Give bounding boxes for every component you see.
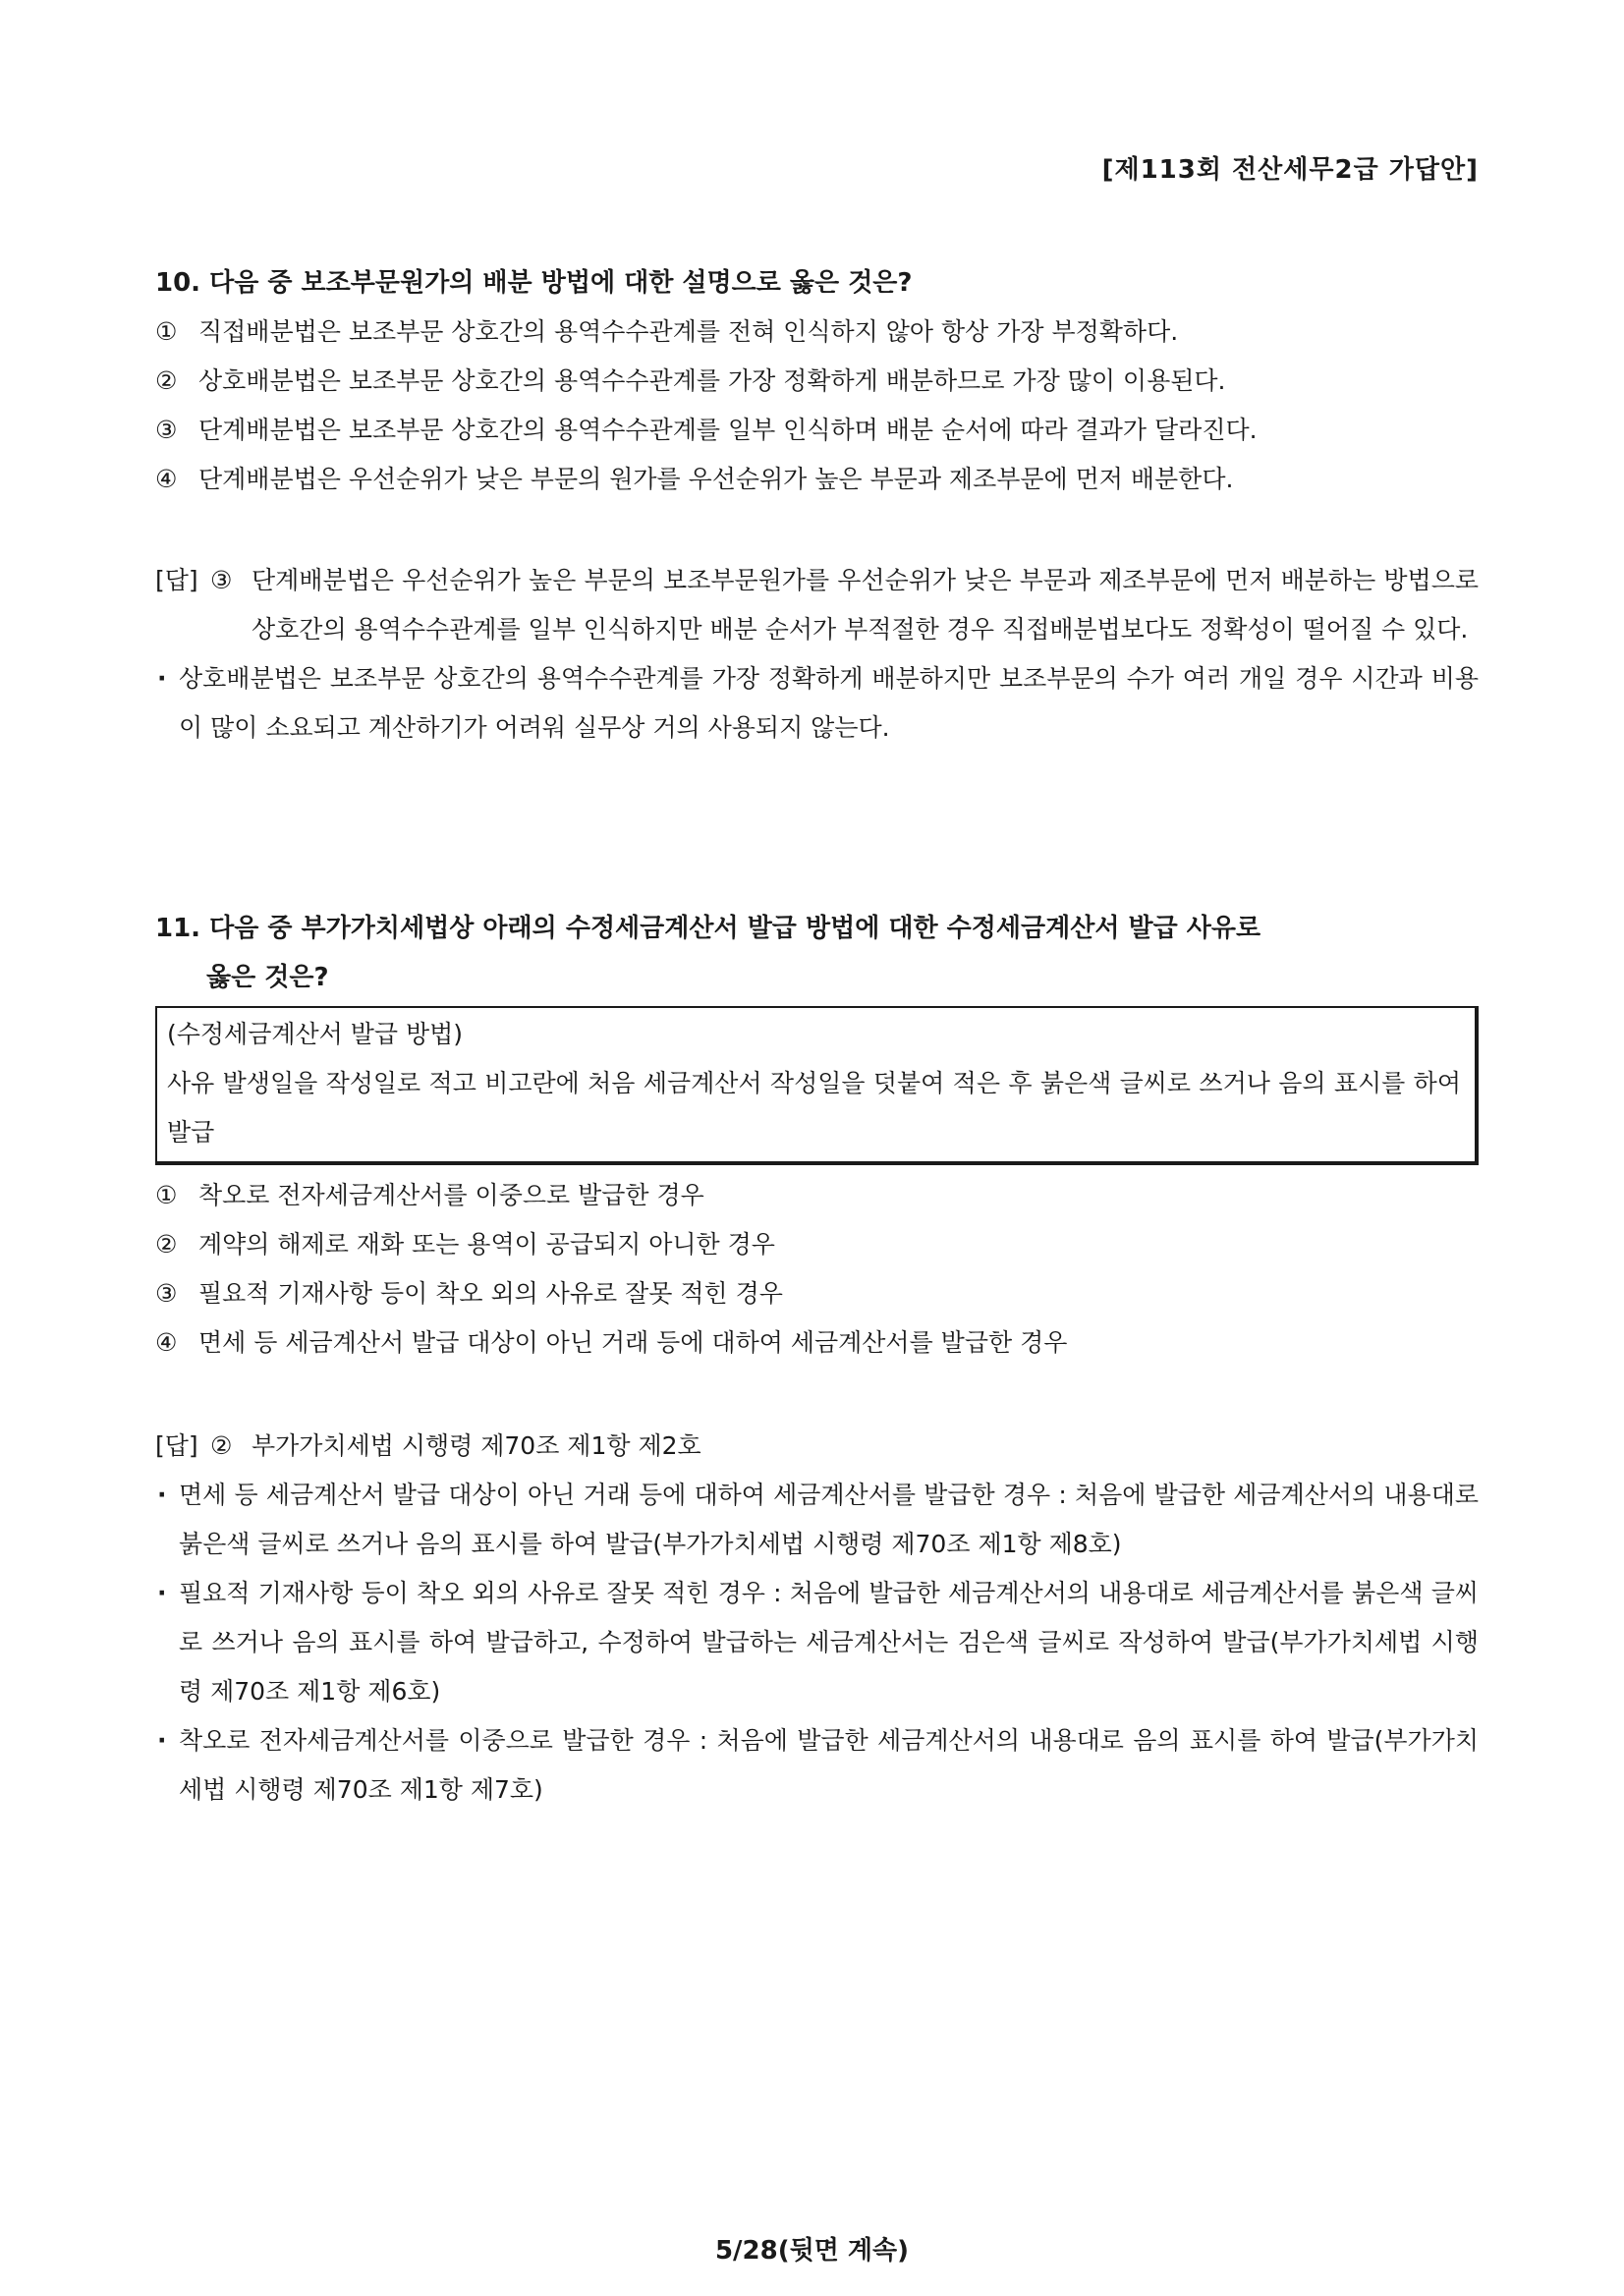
option-3 [155,406,1479,455]
option-text: 상호배분법은 보조부문 상호간의 용역수수관계를 가장 정확하게 배분하므로 가장 많이 이용된다. [198,366,1226,395]
question-10-answer [155,556,1479,753]
option-number: ① [155,317,178,346]
option-2 [155,1220,1479,1269]
option-number: ① [155,1181,178,1209]
issuance-method-box [155,1006,1479,1165]
option-number: ③ [155,416,178,444]
option-number: ④ [155,465,178,493]
option-text: 직접배분법은 보조부문 상호간의 용역수수관계를 전혀 인식하지 않아 항상 가장 부정확하다. [198,317,1179,346]
option-text: 단계배분법은 우선순위가 낮은 부문의 원가를 우선순위가 높은 부문과 제조부문에 먼저 배분한다. [198,465,1234,493]
question-11-title-line1: 11. 다음 중 부가가치세법상 아래의 수정세금계산서 발급 방법에 대한 수정세금계산서 발급 사유로 [155,914,1261,943]
page-header: [제113회 전산세무2급 가답안] [1101,155,1479,185]
explanation-bullet: · 필요적 기재사항 등이 착오 외의 사유로 잘못 적힌 경우 : 처음에 발급한 세금계산서의 내용대로 세금계산서를 붉은색 글씨로 쓰거나 음의 표시를 하여 발급하고, 수정하여 발급하는 세금계산서는 검은색 글씨로 작성하여 발급(부가가치세법 시행령 제70조 제1항 제6호) [155,1569,1479,1716]
option-number: ② [155,1230,178,1259]
question-11-options [155,1171,1479,1368]
option-text: 필요적 기재사항 등이 착오 외의 사유로 잘못 적힌 경우 [198,1279,783,1308]
option-text: 면세 등 세금계산서 발급 대상이 아닌 거래 등에 대하여 세금계산서를 발급한 경우 [198,1328,1068,1357]
question-10-options [155,308,1479,504]
page-footer: 5/28(뒷면 계속) [714,2236,910,2266]
option-4 [155,455,1479,504]
option-1 [155,1171,1479,1220]
answer-tag: [답] [155,566,198,594]
question-10 [155,258,1479,504]
question-11 [155,904,1479,1368]
answer-tag: [답] [155,1431,198,1460]
option-3 [155,1269,1479,1318]
question-11-answer [155,1422,1479,1815]
answer-explanation: 부가가치세법 시행령 제70조 제1항 제2호 [252,1431,701,1460]
explanation-bullet: · 면세 등 세금계산서 발급 대상이 아닌 거래 등에 대하여 세금계산서를 발급한 경우 : 처음에 발급한 세금계산서의 내용대로 붉은색 글씨로 쓰거나 음의 표시를 하여 발급(부가가치세법 시행령 제70조 제1항 제8호) [155,1471,1479,1569]
answer-mark: ③ [210,566,233,594]
box-text: 사유 발생일을 작성일로 적고 비고란에 처음 세금계산서 작성일을 덧붙여 적은 후 붉은색 글씨로 쓰거나 음의 표시를 하여 발급 [167,1069,1461,1147]
option-text: 단계배분법은 보조부문 상호간의 용역수수관계를 일부 인식하며 배분 순서에 따라 결과가 달라진다. [198,416,1258,444]
option-4 [155,1318,1479,1368]
option-number: ③ [155,1279,178,1308]
explanation-bullet: · 착오로 전자세금계산서를 이중으로 발급한 경우 : 처음에 발급한 세금계산서의 내용대로 음의 표시를 하여 발급(부가가치세법 시행령 제70조 제1항 제7호) [155,1716,1479,1815]
box-heading: (수정세금계산서 발급 방법) [167,1020,464,1048]
question-11-title-line2: 옳은 것은? [206,963,329,992]
option-1 [155,308,1479,357]
option-number: ④ [155,1328,178,1357]
question-10-title: 10. 다음 중 보조부문원가의 배분 방법에 대한 설명으로 옳은 것은? [155,268,913,298]
option-number: ② [155,366,178,395]
answer-explanation: 단계배분법은 우선순위가 높은 부문의 보조부문원가를 우선순위가 낮은 부문과 제조부문에 먼저 배분하는 방법으로 상호간의 용역수수관계를 일부 인식하지만 배분 순서가 부적절한 경우 직접배분법보다도 정확성이 떨어질 수 있다. [252,566,1479,644]
option-text: 착오로 전자세금계산서를 이중으로 발급한 경우 [198,1181,704,1209]
answer-mark: ② [210,1431,233,1460]
option-2 [155,357,1479,406]
question-11-title [155,904,1479,1002]
option-text: 계약의 해제로 재화 또는 용역이 공급되지 아니한 경우 [198,1230,775,1259]
explanation-bullet: · 상호배분법은 보조부문 상호간의 용역수수관계를 가장 정확하게 배분하지만 보조부문의 수가 여러 개일 경우 시간과 비용이 많이 소요되고 계산하기가 어려워 실무상 거의 사용되지 않는다. [155,654,1479,753]
